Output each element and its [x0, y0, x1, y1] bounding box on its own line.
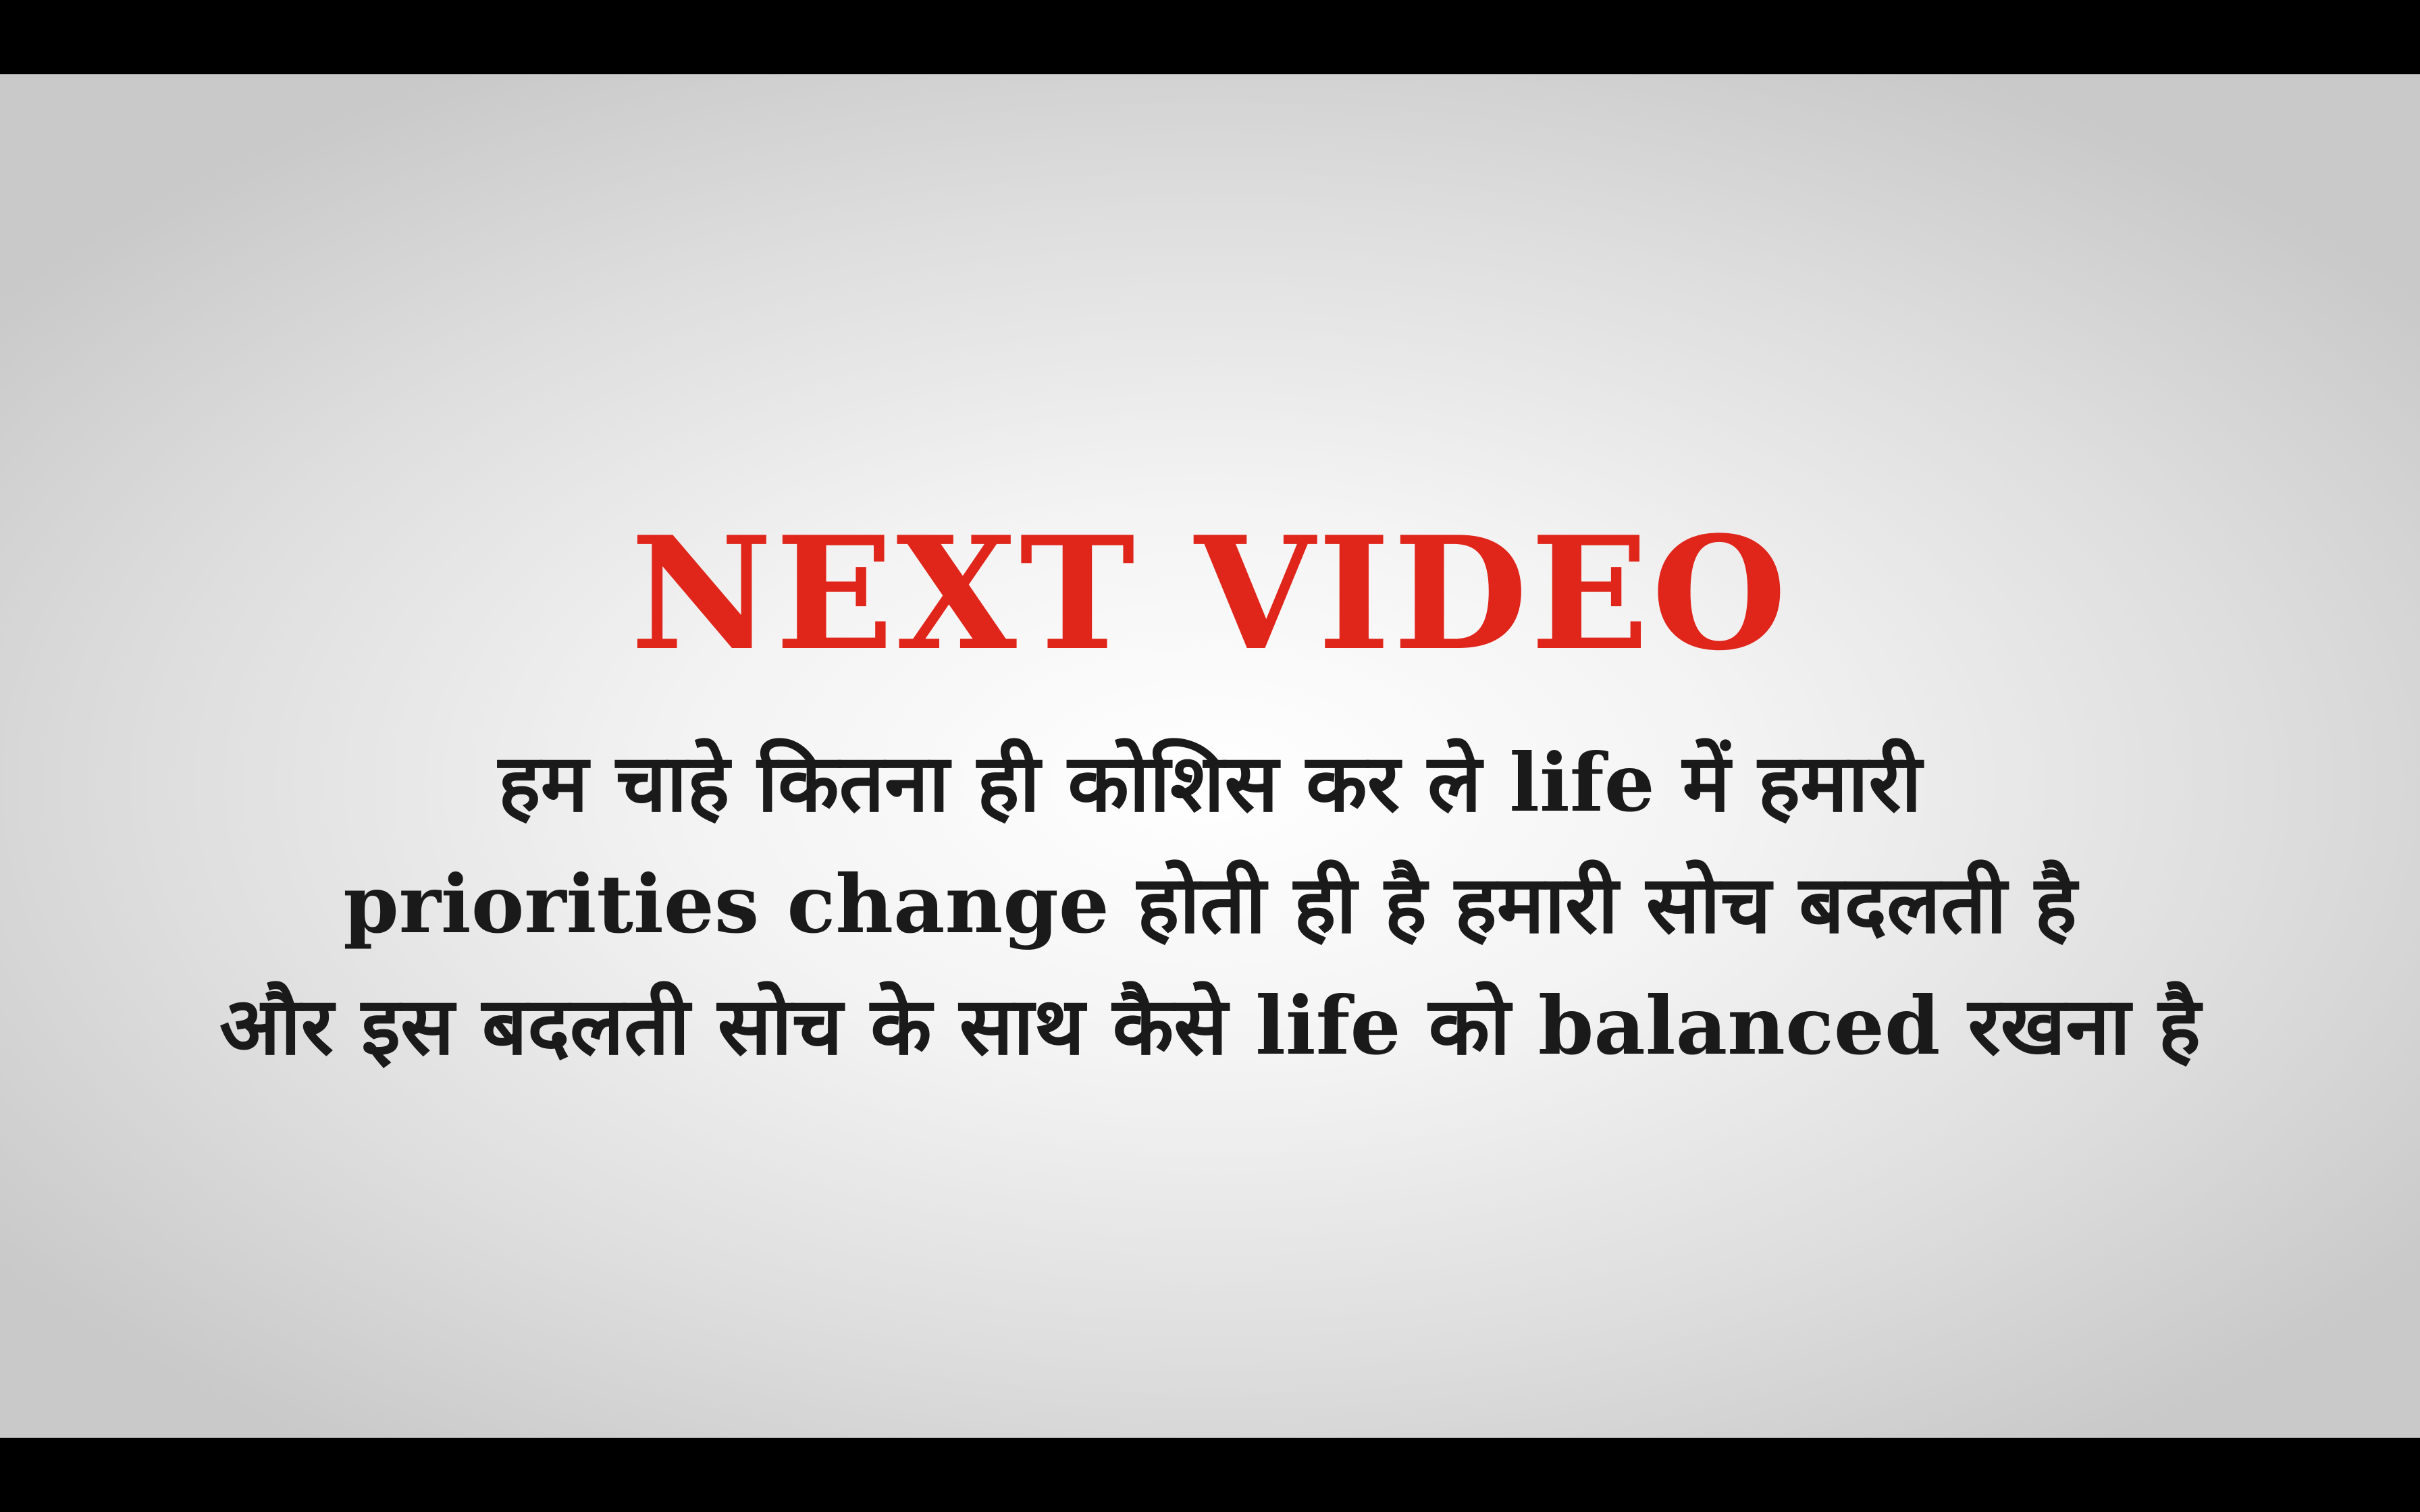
description-line-3: और इस बदलती सोच के साथ कैसे life को balanced रखना है: [219, 979, 2201, 1073]
letterbox-top: [0, 0, 2420, 74]
description-line-2: priorities change होती ही है हमारी सोच बदलती है: [343, 857, 2077, 951]
description-line-1: हम चाहे कितना ही कोशिस कर ले life में हमारी: [498, 736, 1922, 830]
slide-background: [0, 74, 2420, 1438]
description-text: [27, 722, 2393, 1087]
letterbox-bottom: [0, 1438, 2420, 1512]
next-video-title: NEXT VIDEO: [630, 503, 1790, 685]
